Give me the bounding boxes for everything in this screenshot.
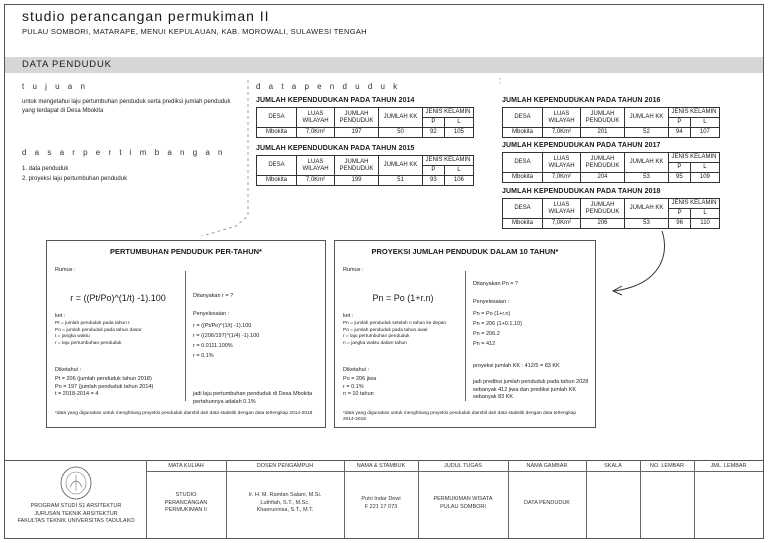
- data-penduduk-heading: d a t a p e n d u d u k: [256, 82, 401, 91]
- table-cell: 7,0Km²: [543, 173, 581, 183]
- skala-header: SKALA: [604, 463, 622, 469]
- dosen-value: Ir. H. M. Ramlan Salam, M.Si. Luthfiah, S.T., M.Sc. Khaerunnisa, S.T., M.T.: [248, 492, 322, 513]
- pertumbuhan-title: PERTUMBUHAN PENDUDUK PER-TAHUN*: [110, 247, 262, 256]
- table-2015-title: JUMLAH KEPENDUDUKAN PADA TAHUN 2015: [256, 145, 415, 152]
- table-cell: 109: [690, 173, 719, 183]
- proyeksi-ket: Pn = jumlah penduduk setelah n tahun ke depan Po = jumlah penduduk pada tahun awal r = laju pertumbuhan penduduk n = jangka waktu dalam tahun: [343, 321, 447, 346]
- tujuan-text: untuk mengetahui laju pertumbuhan penduduk serta prediksi jumlah penduduk yang terdapat di Desa Mbokita: [22, 99, 231, 114]
- sheet-title: studio perancangan permukiman II: [22, 8, 270, 24]
- pertumbuhan-kesimpulan: jadi laju pertumbuhan penduduk di Desa Mbokita pertahunnya adalah 0.1%: [193, 391, 313, 405]
- proyeksi-formula: Pn = Po (1+r.n): [372, 293, 434, 303]
- proyeksi-ket-label: ket :: [343, 313, 354, 319]
- section-bar-label: DATA PENDUDUK: [22, 59, 112, 70]
- table-cell: 107: [690, 128, 719, 138]
- gambar-header: NAMA GAMBAR: [526, 463, 568, 469]
- proyeksi-title: PROYEKSI JUMLAH PENDUDUK DALAM 10 TAHUN*: [371, 247, 559, 256]
- proyeksi-diketahui-label: Diketahui :: [343, 367, 369, 373]
- table-cell: 52: [625, 128, 669, 138]
- table-2014-title: JUMLAH KEPENDUDUKAN PADA TAHUN 2014: [256, 97, 415, 104]
- table-2014: DESA LUAS WILAYAH JUMLAH PENDUDUK JUMLAH KK JENIS KELAMIN P L Mbokita 7,0Km² 197 50 92 105: [256, 107, 474, 138]
- dasar-item-2: 2. proyeksi laju pertumbuhan penduduk: [22, 176, 128, 182]
- table-cell: 95: [669, 173, 691, 183]
- curved-arrow-icon: [600, 225, 680, 300]
- table-cell: 7,0Km²: [297, 128, 335, 138]
- tujuan-heading: t u j u a n: [22, 82, 88, 91]
- table-cell: 110: [691, 219, 720, 229]
- table-cell: Mbokita: [503, 128, 543, 138]
- pertumbuhan-diketahui: Pt = 206 (jumlah penduduk tahun 2018) Po = 197 (jumlah penduduk tahun 2014) t = 2018-2014 = 4: [55, 376, 154, 398]
- pertumbuhan-rumus-label: Rumus :: [55, 267, 76, 273]
- table-cell: Mbokita: [257, 128, 297, 138]
- proyeksi-note: *data yang digunakan untuk menghitung proyeksi penduduk diambil dari data statistik dengan data terlengkap 2014-2018: [343, 411, 577, 423]
- table-cell: 105: [444, 128, 473, 138]
- mata-kuliah-header: MATA KULIAH: [168, 463, 204, 469]
- proyeksi-diketahui: Po = 206 jiwa r = 0.1% n = 10 tahun: [343, 376, 377, 398]
- sheet-subtitle: PULAU SOMBORI, MATARAPE, MENUI KEPULAUAN, KAB. MOROWALI, SULAWESI TENGAH: [22, 27, 367, 36]
- nama-header: NAMA & STAMBUK: [356, 463, 406, 469]
- table-cell: 206: [581, 219, 625, 229]
- judul-value: PERMUKIMAN WISATA PULAU SOMBORI: [433, 496, 493, 510]
- mata-kuliah-value: STUDIO PERANCANGAN PERMUKIMAN II: [164, 492, 208, 513]
- title-block-header-line: [146, 471, 763, 472]
- table-cell: 93: [423, 176, 445, 186]
- proyeksi-penyelesaian: Pn = Po (1+r.n) Pn = 206 (1+0.1.10) Pn = 206.2 Pn = 412: [473, 311, 522, 347]
- pertumbuhan-ditanyakan: Ditanyakan r = ?: [193, 293, 234, 299]
- jml-lembar-header: JML. LEMBAR: [710, 463, 747, 469]
- table-cell: 201: [581, 128, 625, 138]
- table-2016-title: JUMLAH KEPENDUDUKAN PADA TAHUN 2016: [502, 97, 661, 104]
- pertumbuhan-penyelesaian: r = ((Pt/Po)^(1/t) -1).100 r = ((206/197)^(1/4) -1).100 r = 0.0111.100% r = 0.1%: [193, 323, 260, 359]
- table-cell: 106: [444, 176, 473, 186]
- pertumbuhan-note: *data yang digunakan untuk menghitung proyeksi penduduk diambil dari data statistik dengan data terlengkap 2014-2018: [55, 411, 313, 416]
- table-cell: 7,0Km²: [543, 219, 581, 229]
- proyeksi-box: [334, 240, 596, 428]
- dosen-header: DOSEN PENGAMPUH: [256, 463, 314, 469]
- proyeksi-kk: proyeksi jumlah KK : 412/5 = 83 KK: [473, 363, 560, 369]
- dasar-heading: d a s a r p e r t i m b a n g a n: [22, 148, 226, 157]
- pertumbuhan-diketahui-label: Diketahui :: [55, 367, 81, 373]
- table-cell: Mbokita: [503, 219, 543, 229]
- table-cell: 51: [379, 176, 423, 186]
- pertumbuhan-box: [46, 240, 326, 428]
- table-cell: 96: [669, 219, 691, 229]
- table-cell: 204: [581, 173, 625, 183]
- column-divider: [185, 271, 186, 401]
- pertumbuhan-ket: Pt = jumlah penduduk pada tahun t Po = jumlah penduduk pada tahun dasar t = jangka waktu r = laju pertumbuhan penduduk: [55, 321, 142, 346]
- pertumbuhan-formula: r = ((Pt/Po)^(1/t) -1).100: [70, 293, 166, 303]
- proyeksi-rumus-label: Rumus :: [343, 267, 364, 273]
- table-cell: Mbokita: [257, 176, 297, 186]
- pertumbuhan-ket-label: ket :: [55, 313, 66, 319]
- proyeksi-ditanyakan: Ditanyakan Pn = ?: [473, 281, 519, 287]
- table-2016: DESA LUAS WILAYAH JUMLAH PENDUDUK JUMLAH KK JENIS KELAMIN P L Mbokita 7,0Km² 201 52 94 107: [502, 107, 720, 138]
- no-lembar-header: NO. LEMBAR: [650, 463, 684, 469]
- proyeksi-kesimpulan: jadi prediksi jumlah penduduk pada tahun 2028 sebanyak 412 jiwa dan prediksi jumlah KK sebanyak 83 KK: [473, 379, 589, 401]
- table-2018: DESA LUAS WILAYAH JUMLAH PENDUDUK JUMLAH KK JENIS KELAMIN P L Mbokita 7,0Km² 206 53 96 110: [502, 198, 720, 229]
- table-cell: 53: [625, 219, 669, 229]
- institution-text: PROGRAM STUDI S1 ARSITEKTUR JURUSAN TEKNIK ARSITEKTUR FAKULTAS TEKNIK UNIVERSITAS TADULAKO: [17, 503, 135, 524]
- table-2018-title: JUMLAH KEPENDUDUKAN PADA TAHUN 2018: [502, 188, 661, 195]
- section-bar: [5, 57, 763, 73]
- proyeksi-penyelesaian-label: Penyelesaian :: [473, 299, 510, 305]
- table-2017-title: JUMLAH KEPENDUDUKAN PADA TAHUN 2017: [502, 142, 661, 149]
- dasar-item-1: 1. data penduduk: [22, 166, 69, 172]
- gambar-value: DATA PENDUDUK: [524, 500, 570, 506]
- table-2015: DESA LUAS WILAYAH JUMLAH PENDUDUK JUMLAH KK JENIS KELAMIN P L Mbokita 7,0Km² 199 51 93 106: [256, 155, 474, 186]
- judul-header: JUDUL TUGAS: [444, 463, 482, 469]
- university-logo-icon: [56, 465, 96, 501]
- nama-value: Putri Indar Dewi F 221 17 073: [361, 496, 401, 510]
- table-cell: Mbokita: [503, 173, 543, 183]
- table-cell: 197: [335, 128, 379, 138]
- pertumbuhan-penyelesaian-label: Penyelesaian :: [193, 311, 230, 317]
- column-divider: [465, 271, 466, 401]
- table-cell: 53: [625, 173, 669, 183]
- table-cell: 7,0Km²: [297, 176, 335, 186]
- table-cell: 199: [335, 176, 379, 186]
- table-2017: DESA LUAS WILAYAH JUMLAH PENDUDUK JUMLAH KK JENIS KELAMIN P L Mbokita 7,0Km² 204 53 95 109: [502, 152, 720, 183]
- table-cell: 7,0Km²: [543, 128, 581, 138]
- table-cell: 50: [379, 128, 423, 138]
- table-cell: 92: [423, 128, 445, 138]
- table-cell: 94: [669, 128, 691, 138]
